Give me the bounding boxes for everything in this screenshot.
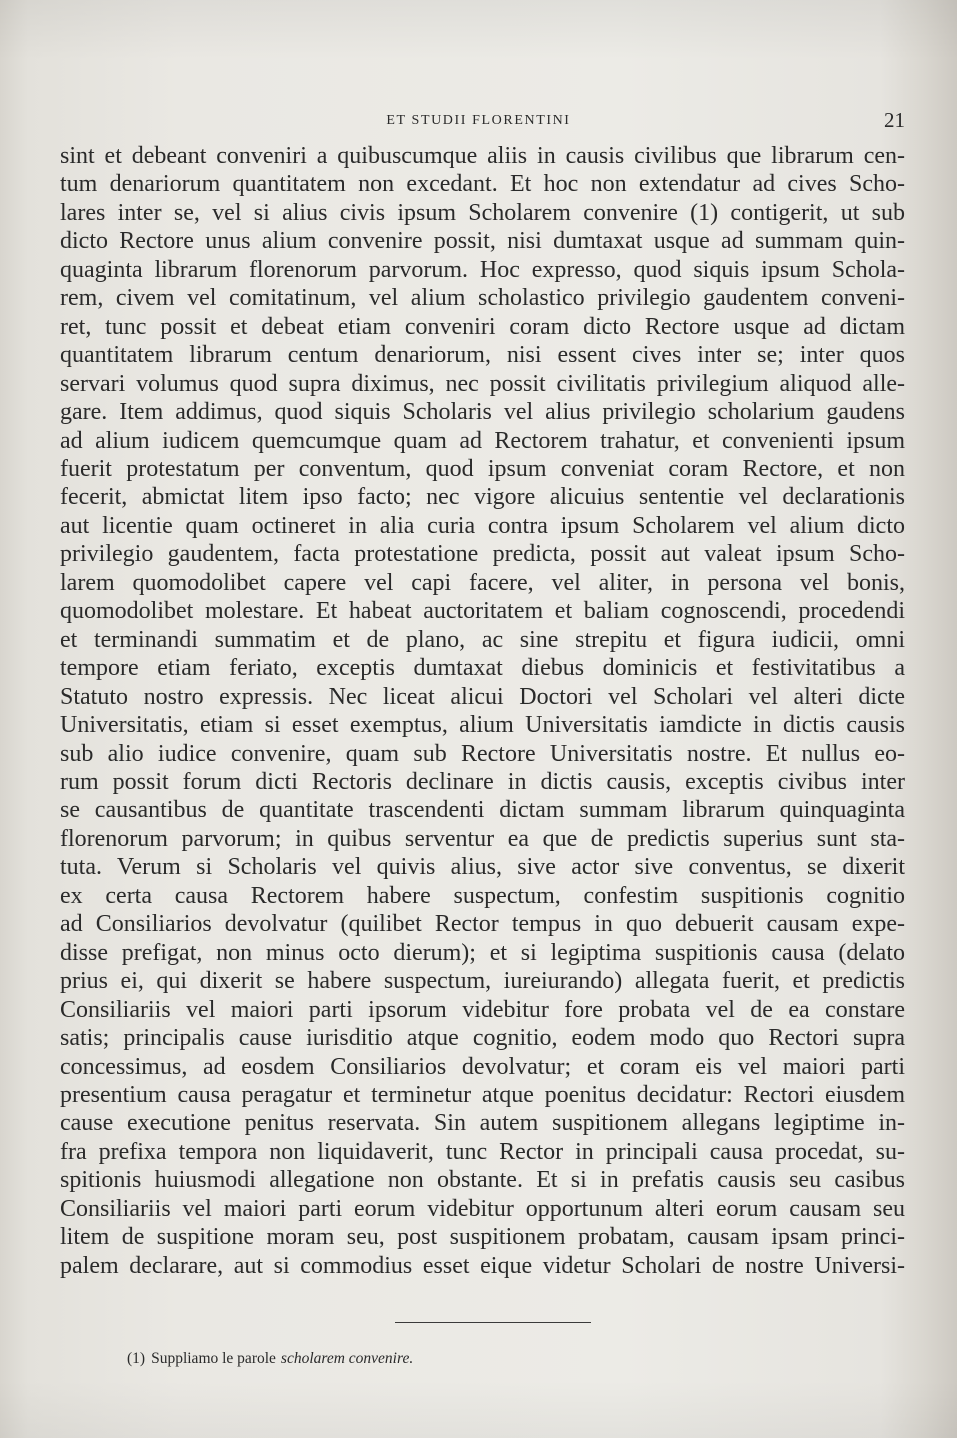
footnote-divider bbox=[395, 1322, 591, 1323]
text-line: Consiliariis vel maiori parti ipsorum videbitur fore probata vel de ea constare bbox=[60, 996, 905, 1023]
text-line: spitionis huiusmodi allegatione non obstante. Et si in prefatis causis seu casibus bbox=[60, 1167, 905, 1194]
text-line: satis; principalis cause iurisditio atque cognitio, eodem modo quo Rectori supra bbox=[60, 1025, 905, 1052]
text-line: servari volumus quod supra diximus, nec possit civilitatis privilegium aliquod alle- bbox=[60, 370, 905, 397]
text-line: palem declarare, aut si commodius esset eique videtur Scholari de nostre Universi- bbox=[60, 1252, 905, 1279]
text-line: sint et debeant conveniri a quibuscumque aliis in causis civilibus que librarum cen- bbox=[60, 143, 905, 169]
text-line: Statuto nostro expressis. Nec liceat alicui Doctori vel Scholari vel alteri dicte bbox=[60, 683, 905, 710]
text-line: privilegio gaudentem, facta protestatione predicta, possit aut valeat ipsum Scho- bbox=[60, 541, 905, 568]
text-line: ad Consiliarios devolvatur (quilibet Rector tempus in quo debuerit causam expe- bbox=[60, 911, 905, 938]
text-line: et terminandi summatim et de plano, ac sine strepitu et figura iudicii, omni bbox=[60, 626, 905, 653]
text-line: larem quomodolibet capere vel capi facere, vel aliter, in persona vel bonis, bbox=[60, 569, 905, 596]
text-line: fra prefixa tempora non liquidaverit, tunc Rector in principali causa procedat, su- bbox=[60, 1138, 905, 1165]
footnote-text: Suppliamo le parole bbox=[151, 1350, 276, 1367]
footnote bbox=[127, 1349, 413, 1369]
text-line: quantitatem librarum centum denariorum, nisi essent cives inter se; inter quos bbox=[60, 342, 905, 369]
text-line: litem de suspitione moram seu, post suspitionem probatam, causam ipsam princi- bbox=[60, 1224, 905, 1251]
text-line: ret, tunc possit et debeat etiam conveniri coram dicto Rectore usque ad dictam bbox=[60, 313, 905, 340]
text-line: sub alio iudice convenire, quam sub Rectore Universitatis nostre. Et nullus eo- bbox=[60, 740, 905, 767]
text-line: Consiliariis vel maiori parti eorum videbitur opportunum alteri eorum causam seu bbox=[60, 1195, 905, 1222]
footnote-italic-text: scholarem convenire. bbox=[280, 1350, 414, 1367]
text-line: tuta. Verum si Scholaris vel quivis alius, sive actor sive conventus, se dixerit bbox=[60, 854, 905, 881]
text-line: tum denariorum quantitatem non excedant. Et hoc non extendatur ad cives Scho- bbox=[60, 171, 905, 198]
text-line: rem, civem vel comitatinum, vel alium scholastico privilegio gaudentem conveni- bbox=[60, 285, 905, 312]
body-text bbox=[60, 142, 905, 1280]
text-line: disse prefigat, non minus octo dierum); et si legiptima suspitionis causa (delato bbox=[60, 939, 905, 966]
footnote-marker: (1) bbox=[127, 1350, 146, 1367]
text-line: aut licentie quam octineret in alia curia contra ipsum Scholarem vel alium dicto bbox=[60, 512, 905, 539]
text-line: prius ei, qui dixerit se habere suspectum, iureiurando) allegata fuerit, et predictis bbox=[60, 968, 905, 995]
text-line: presentium causa peragatur et terminetur atque poenitus decidatur: Rectori eiusdem bbox=[60, 1081, 905, 1108]
running-title: ET STUDII FLORENTINI bbox=[386, 113, 571, 128]
text-line: dicto Rectore unus alium convenire possit, nisi dumtaxat usque ad summam quin- bbox=[60, 228, 905, 255]
text-line: cause executione penitus reservata. Sin autem suspitionem allegans legiptime in- bbox=[60, 1110, 905, 1137]
text-line: gare. Item addimus, quod siquis Scholaris vel alius privilegio scholarium gaudens bbox=[60, 399, 905, 426]
text-line: lares inter se, vel si alius civis ipsum Scholarem convenire (1) contigerit, ut sub bbox=[60, 199, 905, 226]
page-number: 21 bbox=[884, 108, 905, 132]
text-line: fuerit protestatum per conventum, quod ipsum conveniat coram Rectore, et non bbox=[60, 455, 905, 482]
text-line: se causantibus de quantitate trascendenti dictam summam librarum quinquaginta bbox=[60, 797, 905, 824]
text-line: fecerit, abmictat litem ipso facto; nec vigore alicuius sententie vel declarationis bbox=[60, 484, 905, 511]
text-line: ad alium iudicem quemcumque quam ad Rectorem trahatur, et convenienti ipsum bbox=[60, 427, 905, 454]
text-line: Universitatis, etiam si esset exemptus, alium Universitatis iamdicte in dictis causis bbox=[60, 712, 905, 739]
text-line: rum possit forum dicti Rectoris declinare in dictis causis, exceptis civibus inter bbox=[60, 768, 905, 795]
text-line: quaginta librarum florenorum parvorum. Hoc expresso, quod siquis ipsum Schola- bbox=[60, 256, 905, 283]
text-line: tempore etiam feriato, exceptis dumtaxat diebus dominicis et festivitatibus a bbox=[60, 655, 905, 682]
text-line: ex certa causa Rectorem habere suspectum, confestim suspitionis cognitio bbox=[60, 882, 905, 909]
text-line: florenorum parvorum; in quibus serventur ea que de predictis superius sunt sta- bbox=[60, 825, 905, 852]
text-line: quomodolibet molestare. Et habeat auctoritatem et baliam cognoscendi, procedendi bbox=[60, 598, 905, 625]
text-line: concessimus, ad eosdem Consiliarios devolvatur; et coram eis vel maiori parti bbox=[60, 1053, 905, 1080]
